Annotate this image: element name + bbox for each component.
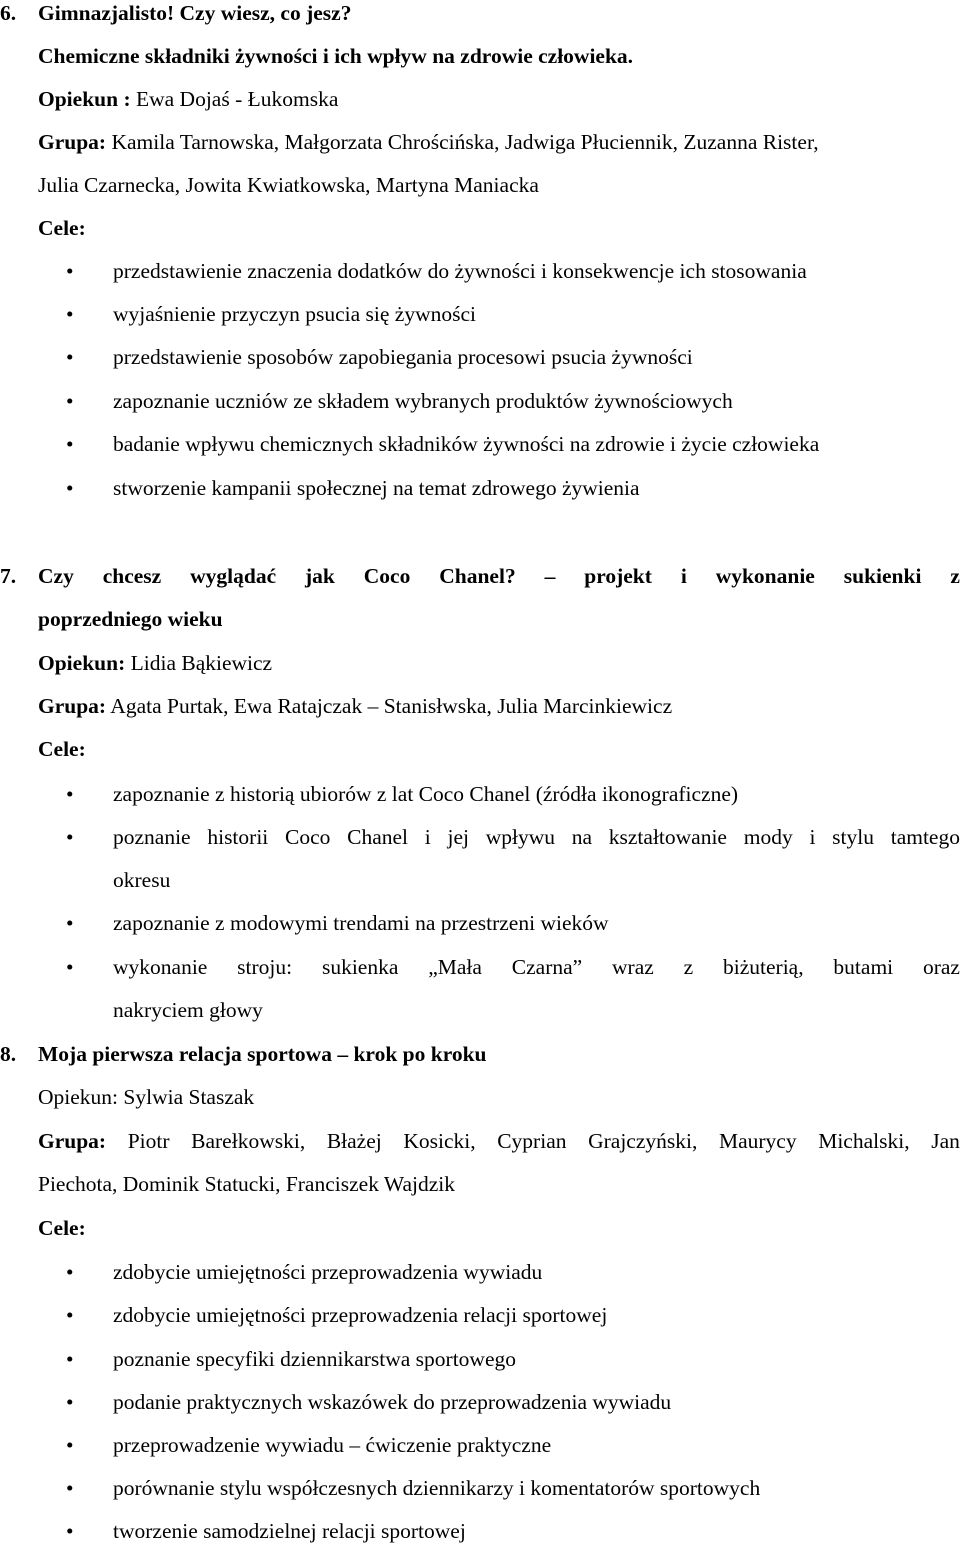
bullet-icon: •: [66, 1347, 74, 1371]
section-8-opiekun: [38, 1082, 254, 1112]
section-7-grupa: [38, 691, 672, 721]
grupa-label: Grupa:: [38, 130, 107, 154]
grupa-label: Grupa:: [38, 694, 107, 718]
bullet-icon: •: [66, 432, 74, 456]
grupa-members: Kamila Tarnowska, Małgorzata Chrościńska, Jadwiga Płuciennik, Zuzanna Rister,: [111, 130, 819, 154]
section-7-cele-label: Cele:: [38, 737, 86, 761]
section-7-title: Czy chcesz wyglądać jak Coco Chanel? – projekt i wykonanie sukienki z: [38, 564, 960, 588]
opiekun-name: Lidia Bąkiewicz: [130, 651, 273, 675]
bullet-icon: •: [66, 1476, 74, 1500]
section-8-title: Moja pierwsza relacja sportowa – krok po kroku: [38, 1042, 487, 1066]
section-6-subtitle: Chemiczne składniki żywności i ich wpływ na zdrowie człowieka.: [38, 44, 634, 68]
section-8-grupa: Grupa: Piotr Barełkowski, Błażej Kosicki, Cyprian Grajczyński, Maurycy Michalski, Jan: [38, 1126, 960, 1156]
bullet-icon: •: [66, 911, 74, 935]
bullet-icon: •: [66, 1519, 74, 1543]
bullet-icon: •: [66, 259, 74, 283]
opiekun-name: Sylwia Staszak: [123, 1085, 255, 1109]
opiekun-label: Opiekun:: [38, 1085, 119, 1109]
section-6-opiekun: [38, 84, 338, 114]
grupa-label: Grupa:: [38, 1129, 107, 1153]
grupa-members: Agata Purtak, Ewa Ratajczak – Stanisłwska, Julia Marcinkiewicz: [110, 694, 673, 718]
bullet-icon: •: [66, 1260, 74, 1284]
document-page: 6. Gimnazjalisto! Czy wiesz, co jesz? Chemiczne składniki żywności i ich wpływ na zdrowie człowieka. Opiekun : Ewa Dojaś - Łukomska Grupa: Kamila Tarnowska, Małgorzata Chrościńska, Jadwiga Płuciennik, Zuzanna Rister, Julia Czarnecka, Jowita Kwiatkowska, Martyna Maniacka Cele: • przedstawienie znaczenia dodatków do żywności i konsekwencje ich stosowania • wyjaśnienie przyczyn psucia się żywności • przedstawienie sposobów zapobiegania procesowi psucia żywności • zapoznanie uczniów ze składem wybranych produktów żywnościowych • badanie wpływu chemicznych składników żywności na zdrowie i życie człowieka • stworzenie kampanii społecznej na temat zdrowego żywienia 7. Czy chcesz wyglądać jak Coco Chanel? – projekt i wykonanie sukienki z poprzedniego wieku Opiekun: Lidia Bąkiewicz Grupa: Agata Purtak, Ewa Ratajczak – Stanisłwska, Julia Marcinkiewicz Cele: • zapoznanie z historią ubiorów z lat Coco Chanel (źródła ikonograficzne) • poznanie historii Coco Chanel i jej wpływu na kształtowanie mody i stylu tamtego okresu • zapoznanie z modowymi trendami na przestrzeni wieków • wykonanie stroju: sukienka „Mała Czarna” wraz z biżuterią, butami oraz nakryciem głowy 8. Moja pierwsza relacja sportowa – krok po kroku Opiekun: Sylwia Staszak Grupa: Piotr Barełkowski, Błażej Kosicki, Cyprian Grajczyński, Maurycy Michalski, Jan Piechota, Dominik Statucki, Franciszek Wajdzik Cele: • zdobycie umiejętności przeprowadzenia wywiadu • zdobycie umiejętności przeprowadzenia relacji sportowej • poznanie specyfiki dziennikarstwa sportowego • podanie praktycznych wskazówek do przeprowadzenia wywiadu • przeprowadzenie wywiadu – ćwiczenie praktyczne • porównanie stylu współczesnych dziennikarzy i komentatorów sportowych • tworzenie samodzielnej relacji sportowej: [0, 0, 960, 1549]
opiekun-label: Opiekun:: [38, 651, 126, 675]
section-8-cele-label: Cele:: [38, 1216, 86, 1240]
bullet-icon: •: [66, 302, 74, 326]
section-8-grupa-cont: Piechota, Dominik Statucki, Franciszek Wajdzik: [38, 1172, 456, 1196]
opiekun-label: Opiekun :: [38, 87, 131, 111]
section-7-number: 7.: [0, 564, 17, 588]
list-item-cont: okresu: [113, 868, 171, 892]
section-7-title-cont: poprzedniego wieku: [38, 607, 223, 631]
section-6-title: Gimnazjalisto! Czy wiesz, co jesz?: [38, 1, 352, 25]
section-6-cele-label: Cele:: [38, 216, 86, 240]
bullet-icon: •: [66, 1390, 74, 1414]
bullet-icon: •: [66, 1433, 74, 1457]
bullet-icon: •: [66, 1303, 74, 1327]
section-7-opiekun: [38, 648, 272, 678]
section-6-grupa-cont: Julia Czarnecka, Jowita Kwiatkowska, Martyna Maniacka: [38, 173, 539, 197]
bullet-icon: •: [66, 389, 74, 413]
opiekun-name: Ewa Dojaś - Łukomska: [135, 87, 339, 111]
bullet-icon: •: [66, 782, 74, 806]
bullet-icon: •: [66, 476, 74, 500]
bullet-icon: •: [66, 955, 74, 979]
bullet-icon: •: [66, 825, 74, 849]
bullet-icon: •: [66, 345, 74, 369]
list-item-cont: nakryciem głowy: [113, 998, 263, 1022]
section-6-grupa: [38, 127, 819, 157]
section-6-number: 6.: [0, 1, 17, 25]
section-8-number: 8.: [0, 1042, 17, 1066]
